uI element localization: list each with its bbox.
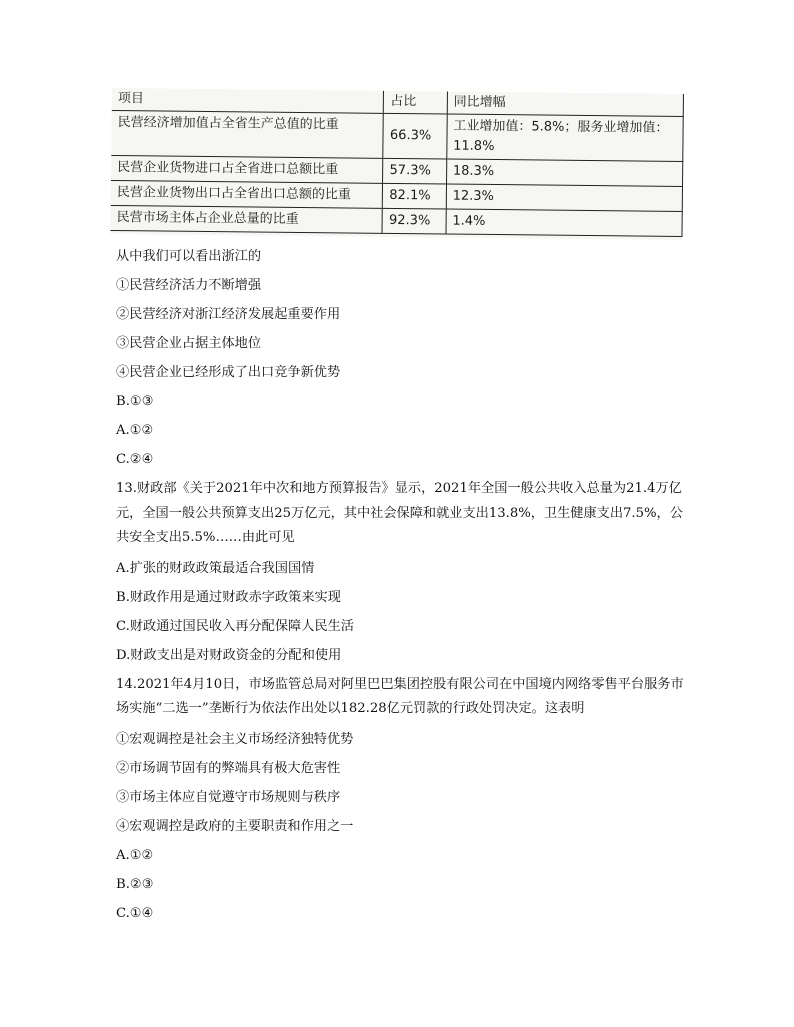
table-cell-growth: 18.3%: [446, 159, 682, 186]
answer-option: B.①③: [116, 394, 154, 409]
scanned-table-image: [110, 88, 683, 240]
table-cell-item: 民营经济增加值占全省生产总值的比重: [111, 110, 383, 158]
answer-option: C.①④: [116, 905, 154, 921]
statement-item: ④宏观调控是政府的主要职责和作用之一: [116, 818, 354, 834]
statement-item: ③民营企业占据主体地位: [116, 336, 262, 351]
table-cell-share: 92.3%: [382, 208, 446, 234]
table-cell-growth: 1.4%: [446, 209, 682, 236]
answer-option: A.扩张的财政政策最适合我国国情: [116, 560, 315, 576]
table-cell-share: 66.3%: [383, 113, 447, 159]
answer-option: B.②③: [116, 876, 154, 892]
answer-option: A.①②: [116, 423, 154, 438]
table-cell-growth: 工业增加值：5.8%；服务业增加值：11.8%: [447, 114, 684, 161]
question-stem: 14.2021年4月10日，市场监管总局对阿里巴巴集团控股有限公司在中国境内网络零售平台服务市场实施“二选一”垄断行为依法作出处以182.28亿元罚款的行政处罚决定。这表明: [116, 676, 684, 716]
answer-option: D.财政支出是对财政资金的分配和使用: [116, 647, 342, 663]
statement-item: ①民营经济活力不断增强: [116, 278, 262, 293]
table-header-cell: 同比增幅: [447, 92, 683, 117]
statistics-table: [111, 88, 684, 237]
table-cell-growth: 12.3%: [446, 184, 682, 211]
statement-item: ②市场调节固有的弊端具有极大危害性: [116, 760, 341, 776]
statement-item: ①宏观调控是社会主义市场经济独特优势: [116, 731, 354, 747]
table-cell-share: 82.1%: [383, 183, 447, 209]
answer-option: B.财政作用是通过财政赤字政策来实现: [116, 589, 341, 605]
table-header-cell: 占比: [384, 91, 448, 114]
answer-option: A.①②: [116, 847, 154, 863]
table-cell-item: 民营企业货物进口占全省进口总额比重: [111, 155, 383, 183]
question-stem: 从中我们可以看出浙江的: [116, 249, 262, 264]
question-content: [116, 242, 686, 928]
table-row: [111, 110, 683, 161]
statement-item: ②民营经济对浙江经济发展起重要作用: [116, 307, 341, 322]
statement-item: ③市场主体应自觉遵守市场规则与秩序: [116, 789, 341, 805]
table-cell-share: 57.3%: [383, 158, 447, 184]
question-stem: 13.财政部《关于2021年中次和地方预算报告》显示，2021年全国一般公共收入总量为21.4万亿元，全国一般公共预算支出25万亿元，其中社会保障和就业支出13.8%，卫生健康支出7.5%，公共安全支出5.5%……由此可见: [116, 481, 683, 545]
table-row: [111, 205, 683, 236]
table-header-cell: 项目: [112, 88, 384, 113]
statement-item: ④民营企业已经形成了出口竞争新优势: [116, 365, 341, 380]
answer-option: C.财政通过国民收入再分配保障人民生活: [116, 618, 354, 634]
table-cell-item: 民营市场主体占企业总量的比重: [111, 205, 383, 233]
table-cell-item: 民营企业货物出口占全省出口总额的比重: [111, 180, 383, 208]
answer-option: C.②④: [116, 452, 154, 467]
